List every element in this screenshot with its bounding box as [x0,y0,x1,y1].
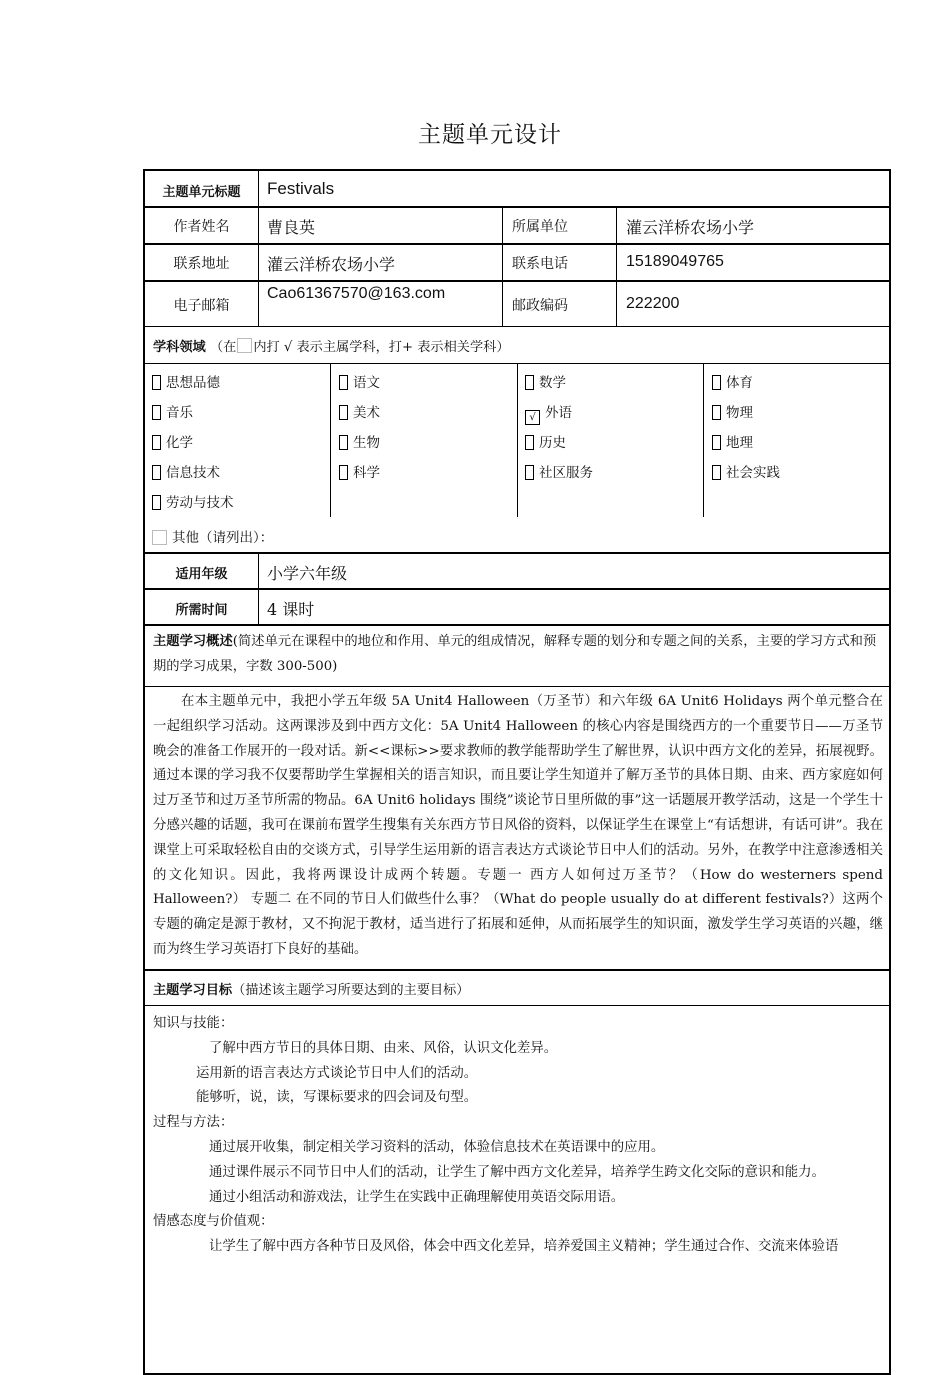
subject-option[interactable] [152,371,220,391]
goal-line: 过程与方法： [153,1115,234,1131]
affiliation-label: 所属单位 [512,219,568,235]
author-name-value: 曹良英 [267,218,316,237]
subject-option[interactable] [712,431,753,451]
subject-option[interactable] [339,431,380,451]
email-label: 电子邮箱 [173,298,230,314]
grade-label: 适用年级 [175,567,228,582]
row-divider [143,326,891,327]
subject-label: 地理 [726,435,753,451]
checkbox-icon[interactable] [339,465,348,480]
subject-label: 劳动与技术 [166,495,234,511]
goal-line: 让学生了解中西方各种节日及风俗，体会中西文化差异，培养爱国主义精神；学生通过合作、交流来体验语 [209,1239,839,1255]
postcode-value: 222200 [626,295,680,312]
col-divider [517,363,518,517]
address-label: 联系地址 [173,256,230,272]
col-divider [616,206,617,326]
subject-label: 社会实践 [726,465,780,481]
col-divider [258,552,259,624]
subject-option[interactable] [339,401,380,421]
overview-header [153,630,883,679]
subject-label: 社区服务 [539,465,593,481]
goal-line: 知识与技能： [153,1016,234,1031]
phone-value: 15189049765 [626,253,724,270]
subject-label: 物理 [726,405,753,421]
row-divider [143,686,891,687]
unit-title-value: Festivals [267,179,335,198]
subject-label: 化学 [166,435,193,451]
checkbox-icon[interactable] [152,375,161,390]
subject-label: 历史 [539,435,566,451]
subject-label: 音乐 [166,405,193,421]
checkbox-icon[interactable] [152,465,161,480]
row-divider [143,206,891,208]
checkbox-icon[interactable] [525,435,534,450]
subject-area-header: 学科领域 （在 内打 √ 表示主属学科，打+ 表示相关学科） [153,340,510,355]
checkbox-icon[interactable] [525,465,534,480]
subject-option[interactable] [525,461,593,481]
goal-line: 通过小组活动和游戏法，让学生在实践中正确理解使用英语交际用语。 [209,1189,625,1205]
goal-line: 运用新的语言表达方式谈论节日中人们的活动。 [196,1065,478,1081]
checkbox-icon[interactable] [152,405,161,420]
checkbox-icon[interactable] [712,405,721,420]
subject-option[interactable] [712,371,753,391]
subject-label: 美术 [353,405,380,421]
checkbox-icon[interactable] [339,435,348,450]
email-value: Cao61367570@163.com [267,285,446,302]
subject-label: 体育 [726,375,753,391]
checkbox-icon[interactable] [339,375,348,390]
other-subject[interactable]: 其他（请列出）： [152,526,273,546]
subject-option[interactable] [339,461,380,481]
time-value: 4 课时 [267,600,315,619]
subject-option[interactable] [152,461,220,481]
subject-label: 语文 [353,375,380,391]
goal-line: 通过课件展示不同节日中人们的活动，让学生了解中西方文化差异，培养学生跨文化交际的意识和能力。 [209,1164,825,1180]
other-checkbox-icon[interactable] [152,530,167,545]
subject-option[interactable] [152,431,193,451]
goal-line: 能够听，说，读，写课标要求的四会词及句型。 [196,1090,478,1106]
checkbox-icon[interactable] [525,375,534,390]
subject-label: 数学 [539,375,566,391]
checkbox-icon[interactable] [712,435,721,450]
checkbox-icon[interactable] [152,435,161,450]
row-divider [143,1005,891,1006]
overview-body: 在本主题单元中，我把小学五年级 5A Unit4 Halloween（万圣节）和六年级 6A Unit6 Holidays 两个单元整合在一起组织学习活动。这两课涉及到中西方文化：5A Unit4 Halloween 的核心内容是围绕西方的一个重要节日——万圣节晚会的准备工作展开的一段对话。新<<课标>>要求教师的教学能帮助学生了解世界，认识中西方文化的差异，拓展视野。通过本课的学习我不仅要帮助学生掌握相关的语言知识，而且要让学生知道并了解万圣节的具体日期、由来、西方家庭如何过万圣节和过万圣节所需的物品。6A Unit6 holidays 围绕”谈论节日里所做的事”这一话题展开教学活动，这是一个学生十分感兴趣的话题，我可在课前布置学生搜集有关东西方节日风俗的资料，以保证学生在课堂上“有话想讲，有话可讲”。我在课堂上可采取轻松自由的交谈方式，引导学生运用新的语言表达方式谈论节日中人们的活动。另外，在教学中注意渗透相关的文化知识。因此，我将两课设计成两个转题。专题一 西方人如何过万圣节？（How do westerners spend Halloween?） 专题二 在不同的节日人们做些什么事？（What do people usually do at different festivals?）这两个专题的确定是源于教材，又不拘泥于教材，适当进行了拓展和延伸，从而拓展学生的知识面，激发学生学习英语的兴趣，继而为终生学习英语打下良好的基础。 [153,694,883,957]
col-divider [703,363,704,517]
address-value: 灌云洋桥农场小学 [267,255,396,274]
phone-label: 联系电话 [512,256,568,272]
row-divider [143,969,891,971]
row-divider [143,624,891,626]
subject-label: 科学 [353,465,380,481]
page-title: 主题单元设计 [418,122,562,148]
subject-label: 生物 [353,435,380,451]
subject-option[interactable] [525,371,566,391]
row-divider [143,280,891,282]
legend-checkbox-icon [237,338,252,353]
col-divider [330,363,331,517]
subject-option[interactable] [339,371,380,391]
subject-option[interactable] [525,401,572,425]
checkbox-icon[interactable] [339,405,348,420]
subject-label: 思想品德 [166,375,220,391]
checkbox-icon[interactable] [712,375,721,390]
goal-line: 情感态度与价值观： [153,1214,274,1230]
col-divider [258,170,259,326]
goals-header: 主题学习目标（描述该主题学习所要达到的主要目标） [153,983,470,998]
goal-line: 通过展开收集，制定相关学习资料的活动，体验信息技术在英语课中的应用。 [209,1140,665,1155]
affiliation-value: 灌云洋桥农场小学 [626,218,755,237]
unit-title-label: 主题单元标题 [162,185,241,200]
row-divider [143,552,891,554]
subject-label: 外语 [545,405,572,421]
author-name-label: 作者姓名 [173,219,230,235]
checkbox-icon[interactable] [712,465,721,480]
subject-area-label: 学科领域 [153,340,206,355]
goal-line: 了解中西方节日的具体日期、由来、风俗，认识文化差异。 [209,1040,558,1056]
checkbox-icon[interactable] [152,495,161,510]
checkbox-checked-icon[interactable]: √ [525,410,540,425]
subject-option[interactable] [152,401,193,421]
subject-option[interactable] [525,431,566,451]
goals-label: 主题学习目标 [153,983,233,998]
row-divider [143,243,891,245]
subject-option[interactable] [712,461,780,481]
overview-hint: (简述单元在课程中的地位和作用、单元的组成情况，解释专题的划分和专题之间的关系，主要的学习方式和预期的学习成果，字数 300-500) [153,634,877,674]
time-label: 所需时间 [175,603,228,618]
row-divider [143,588,891,590]
overview-label: 主题学习概述 [153,634,233,649]
subject-label: 信息技术 [166,465,220,481]
grade-value: 小学六年级 [267,564,348,583]
subject-option[interactable] [152,491,234,511]
postcode-label: 邮政编码 [512,298,568,314]
subject-option[interactable] [712,401,753,421]
